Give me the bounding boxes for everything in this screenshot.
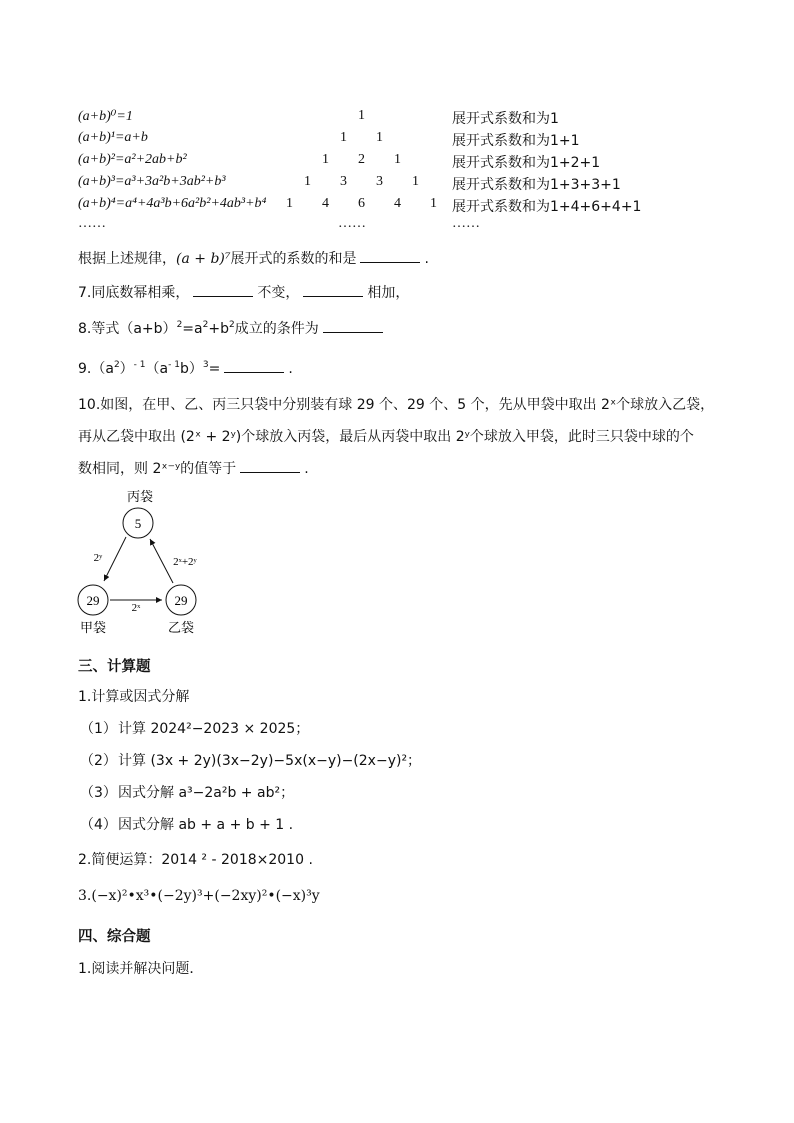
s3-q1-item-text: 因式分解 a³−2a²b + ab²； [118,785,295,801]
pascal-row-3-coeff: 3 [376,174,383,189]
pascal-row-4-coeff: 4 [322,196,329,211]
q8-text-g: 成立的条件为 [234,321,319,337]
arrow-left-label: 2ʸ [93,552,103,564]
pascal-row-2-coeff: 1 [322,152,329,167]
pascal-row-4-sum: 展开式系数和为1+4+6+4+1 [452,199,642,215]
q7-question [78,282,409,302]
q9-text-e: （a [145,361,169,377]
pascal-row-1-coeff: 1 [376,130,383,145]
q9-sup-2: - 1 [133,360,146,370]
q7-blank-2[interactable] [303,284,363,297]
q7-text-b: 不变， [257,285,300,301]
q8-text-a: 8.等式（a+b） [78,321,177,337]
s3-q3: 3.(−x)²•x³•(−2y)³+(−2xy)²•(−x)³y [78,888,320,904]
s3-q1-item-num: （2） [80,753,117,769]
pascal-row-4-coeff: 1 [430,196,437,211]
yi-bag-label: 乙袋 [167,621,195,636]
q7-blank-1[interactable] [193,284,253,297]
jia-bag-label: 甲袋 [79,621,107,636]
pascal-row-3-coeff: 1 [304,174,311,189]
bing-bag-value: 5 [134,516,142,531]
s3-q1-item-text: 计算 2024²−2023 × 2025； [118,721,310,737]
pascal-ellipsis-mid: …… [338,216,366,231]
pascal-row-4-coeff: 4 [394,196,401,211]
q8-answer-blank[interactable] [323,320,383,333]
yi-bag-value: 29 [174,593,188,608]
q6-answer-blank[interactable] [360,250,420,263]
pascal-row-3-coeff: 3 [340,174,347,189]
pascal-row-3-expr: (a+b)³=a³+3a²b+3ab²+b³ [78,174,226,189]
q10-line-3 [78,458,309,478]
q9-text-a: 9.（a [78,361,114,377]
pascal-row-2-coeff: 2 [358,152,365,167]
pascal-row-0-expr: (a+b)⁰=1 [78,109,133,124]
pascal-row-4-coeff: 6 [358,196,365,211]
arrow-yi-to-bing [150,539,173,583]
q9-question [78,358,293,378]
q8-text-c: =a [182,321,203,337]
q8-question [78,318,387,338]
q8-sup-3: 2 [228,320,235,330]
arrow-right-label: 2ˣ+2ʸ [173,556,197,568]
pascal-row-3-coeff: 1 [412,174,419,189]
pascal-row-4-expr: (a+b)⁴=a⁴+4a³b+6a²b²+4ab³+b⁴ [78,196,267,211]
q9-sup-1: 2 [113,360,120,370]
s4-q1: 1.阅读并解决问题． [78,961,204,977]
pascal-row-2-coeff: 1 [394,152,401,167]
s3-q1-item-num: （4） [80,817,117,833]
q6-expr: (a + b)⁷ [176,251,231,267]
pascal-row-2-sum: 展开式系数和为1+2+1 [452,155,601,171]
q8-text-e: +b [208,321,229,337]
arrow-bottom-label: 2ˣ [131,602,141,614]
s3-q1-item-text: 计算 (3x + 2y)(3x−2y)−5x(x−y)−(2x−y)²； [118,753,422,769]
s3-q1-item-num: （1） [80,721,117,737]
q9-answer-blank[interactable] [224,360,284,373]
q9-sup-4: 3 [202,360,209,370]
q9-text-c: ） [119,361,134,377]
q7-text-a: 7.同底数幂相乘， [78,285,190,301]
bing-bag-label: 丙袋 [126,490,154,505]
q7-text-c: 相加， [367,285,410,301]
section-4-title: 四、综合题 [78,929,151,945]
bags-diagram [70,485,210,640]
q10-line-3-text: 数相同，则 2ˣ⁻ʸ的值等于 [78,461,237,477]
q8-sup-2: 2 [202,320,209,330]
s3-q1-item-num: （3） [80,785,117,801]
q6-prefix: 根据上述规律， [78,251,176,267]
arrow-bing-to-jia [104,537,126,581]
s3-q2: 2.简便运算：2014 ² - 2018×2010 . [78,852,313,868]
jia-bag-value: 29 [86,593,100,608]
q9-sup-3: - 1 [168,360,180,370]
pascal-row-4-coeff: 1 [286,196,293,211]
pascal-row-2-expr: (a+b)²=a²+2ab+b² [78,152,187,167]
q9-text-i: = [208,361,221,377]
q10-line-3-end: . [304,461,309,477]
q10-answer-blank[interactable] [240,460,300,473]
pascal-ellipsis-left: …… [78,216,106,231]
q10-line-1: 10.如图，在甲、乙、丙三只袋中分别装有球 29 个、29 个、5 个，先从甲袋中取出 2ˣ个球放入乙袋， [78,397,715,413]
pascal-row-3-sum: 展开式系数和为1+3+3+1 [452,177,621,193]
pascal-row-0-coeff: 1 [358,108,365,123]
q8-sup-1: 2 [176,320,183,330]
pascal-row-1-expr: (a+b)¹=a+b [78,130,148,145]
pascal-row-1-sum: 展开式系数和为1+1 [452,133,580,149]
section-3-title: 三、计算题 [78,659,151,675]
pascal-row-1-coeff: 1 [340,130,347,145]
s3-q1-title: 1.计算或因式分解 [78,689,190,705]
q6-sum-question [78,248,429,268]
pascal-row-0-sum: 展开式系数和为1 [452,111,559,127]
s3-q1-item-text: 因式分解 ab + a + b + 1 . [118,817,294,833]
q6-end: . [424,251,429,267]
q6-suffix: 展开式的系数的和是 [230,251,357,267]
q9-text-g: b） [179,361,203,377]
q10-line-2: 再从乙袋中取出 (2ˣ + 2ʸ)个球放入丙袋，最后从丙袋中取出 2ʸ个球放入甲袋，此时三只袋中球的个 [78,429,694,445]
q9-end: . [288,361,293,377]
pascal-ellipsis-right: …… [452,216,480,231]
